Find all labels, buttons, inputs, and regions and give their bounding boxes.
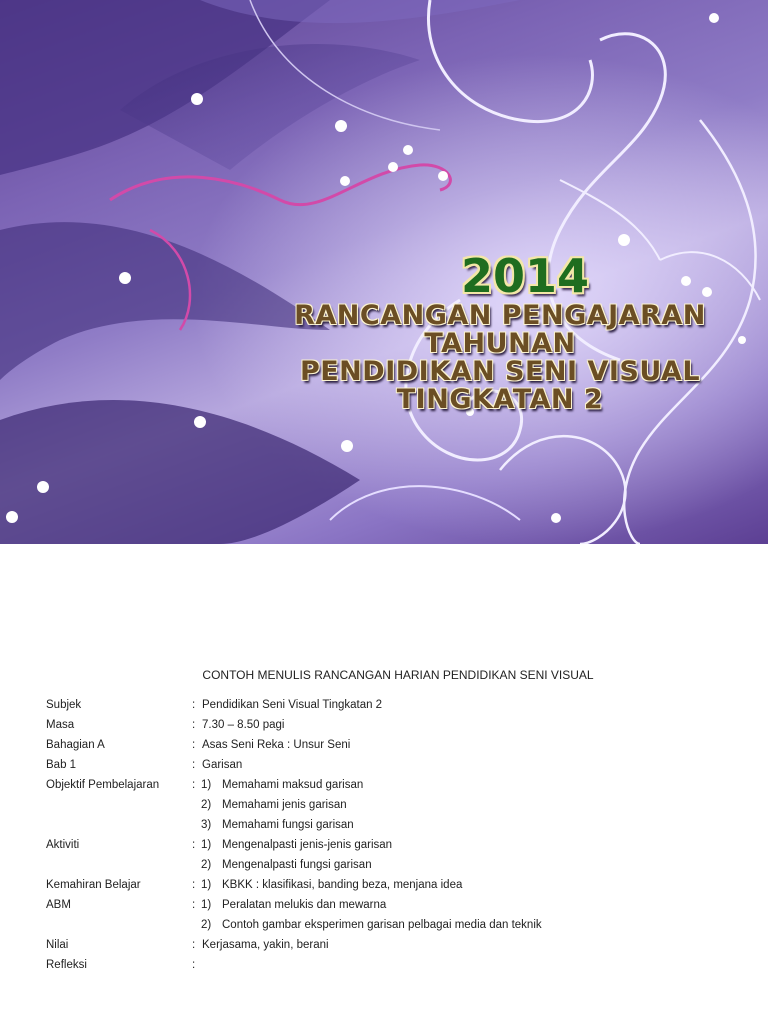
row-item-text: Memahami fungsi garisan [222, 819, 354, 831]
row-colon: : [192, 879, 196, 891]
row-value: Garisan [202, 759, 243, 771]
row-colon: : [192, 759, 196, 771]
lesson-plan-row [46, 918, 746, 938]
row-item-text: Memahami jenis garisan [222, 799, 347, 811]
row-item-text: Peralatan melukis dan mewarna [222, 899, 387, 911]
row-label: Bahagian A [46, 739, 105, 751]
document-page [0, 544, 768, 1024]
cover-title-block [270, 250, 730, 414]
document-heading: CONTOH MENULIS RANCANGAN HARIAN PENDIDIKAN SENI VISUAL [202, 668, 594, 682]
row-item-text: Mengenalpasti jenis-jenis garisan [222, 839, 393, 851]
row-label: Bab 1 [46, 759, 77, 771]
row-label: Subjek [46, 699, 82, 711]
lesson-plan-row [46, 738, 746, 758]
cover-title-line-1: RANCANGAN PENGAJARAN [294, 300, 706, 331]
row-value: 7.30 – 8.50 pagi [202, 719, 285, 731]
lesson-plan-row [46, 938, 746, 958]
row-item-number: 1) [201, 839, 212, 851]
row-colon: : [192, 839, 196, 851]
row-item-number: 1) [201, 879, 212, 891]
row-colon: : [192, 939, 196, 951]
lesson-plan-row [46, 698, 746, 718]
row-value: Pendidikan Seni Visual Tingkatan 2 [202, 699, 383, 711]
row-item-text: Contoh gambar eksperimen garisan pelbagai media dan teknik [222, 919, 542, 931]
row-colon: : [192, 699, 196, 711]
row-item-number: 1) [201, 899, 212, 911]
lesson-plan-row [46, 778, 746, 798]
row-label: Refleksi [46, 959, 87, 971]
lesson-plan-row [46, 958, 746, 978]
lesson-plan-row [46, 878, 746, 898]
row-colon: : [192, 739, 196, 751]
row-colon: : [192, 899, 196, 911]
row-label: ABM [46, 899, 71, 911]
lesson-plan-row [46, 758, 746, 778]
row-label: Aktiviti [46, 839, 80, 851]
lesson-plan-row [46, 718, 746, 738]
cover-title-line-2: TAHUNAN [424, 328, 576, 359]
row-colon: : [192, 959, 196, 971]
row-item-text: Memahami maksud garisan [222, 779, 364, 791]
row-item-number: 3) [201, 819, 212, 831]
row-colon: : [192, 719, 196, 731]
lesson-plan-row [46, 858, 746, 878]
row-label: Objektif Pembelajaran [46, 779, 160, 791]
lesson-plan-table [46, 698, 746, 978]
row-item-text: Mengenalpasti fungsi garisan [222, 859, 372, 871]
cover-title-line-4: TINGKATAN 2 [396, 384, 604, 415]
row-value: Asas Seni Reka : Unsur Seni [202, 739, 351, 751]
cover-year: 2014 [460, 249, 590, 303]
row-label: Nilai [46, 939, 69, 951]
row-label: Kemahiran Belajar [46, 879, 141, 891]
row-item-number: 2) [201, 919, 212, 931]
lesson-plan-row [46, 798, 746, 818]
row-item-number: 2) [201, 799, 212, 811]
row-value: Kerjasama, yakin, berani [202, 939, 329, 951]
lesson-plan-row [46, 898, 746, 918]
lesson-plan-row [46, 838, 746, 858]
row-item-number: 1) [201, 779, 212, 791]
row-item-text: KBKK : klasifikasi, banding beza, menjana idea [222, 879, 463, 891]
lesson-plan-row [46, 818, 746, 838]
row-label: Masa [46, 719, 75, 731]
cover-title-line-3: PENDIDIKAN SENI VISUAL [299, 356, 701, 387]
row-item-number: 2) [201, 859, 212, 871]
row-colon: : [192, 779, 196, 791]
